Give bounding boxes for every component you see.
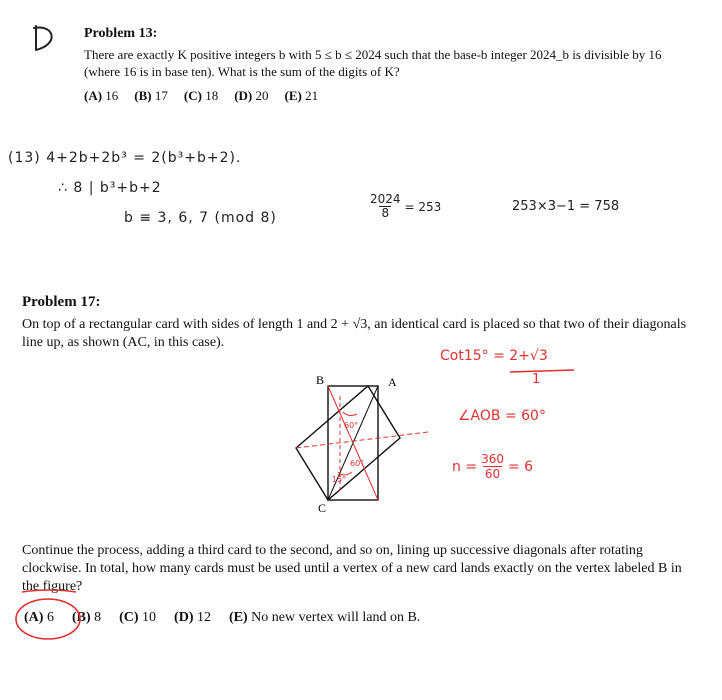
note-13-line2: ∴ 8 | b³+b+2 <box>58 180 162 196</box>
label-c: C <box>318 501 327 512</box>
choice-d[interactable]: (D) 12 <box>174 610 211 625</box>
note-n-calc: n = $\frac{360}{60}$ = 6 <box>452 452 534 481</box>
problem-13-title: Problem 13: <box>84 26 158 41</box>
problem-17-title: Problem 17: <box>22 294 101 310</box>
choice-b[interactable]: (B) 17 <box>134 88 168 103</box>
choice-b[interactable]: (B) 8 <box>71 610 102 625</box>
angle-15: 15° <box>332 475 347 484</box>
hand-d-mark <box>28 22 62 56</box>
choice-d[interactable]: (D) 20 <box>234 88 269 103</box>
note-cot-denominator: 1 <box>532 372 541 387</box>
card-2 <box>296 386 400 500</box>
choice-a[interactable]: (A) 16 <box>84 88 119 103</box>
answer-circle <box>12 594 84 644</box>
problem-17-text: On top of a rectangular card with sides of length 1 and 2 + √3, an identical card is placed so that two of their diagonals line up, as shown (AC, in this case). <box>22 317 687 350</box>
note-angle-aob: ∠AOB = 60° <box>458 408 546 424</box>
note-13-calc: 253×3−1 = 758 <box>512 199 620 214</box>
note-13-fraction: $\frac{2024}{8}$ = 253 <box>370 192 442 220</box>
note-13-line1: (13) 4+2b+2b³ = 2(b³+b+2). <box>8 150 242 166</box>
label-b: B <box>316 373 325 387</box>
problem-17-continuation: Continue the process, adding a third card to the second, and so on, lining up successive diagonals after rotating clockwise. In total, how many cards must be used until a vertex of a new card lands exactly on the vertex labeled B in the figure? <box>22 543 682 594</box>
angle-60-top: 60° <box>344 421 359 430</box>
note-cot15: Cot15° = 2+√3 <box>440 348 548 364</box>
choice-c[interactable]: (C) 10 <box>119 610 157 625</box>
choice-c[interactable]: (C) 18 <box>183 88 219 103</box>
choice-e[interactable]: (E) 21 <box>284 88 319 103</box>
choice-a[interactable]: (A) 6 <box>24 610 54 625</box>
label-a: A <box>388 375 397 389</box>
note-cot-fraction-bar <box>508 368 578 388</box>
problem-13-text: There are exactly K positive integers b with 5 ≤ b ≤ 2024 such that the base-b integer 2024_b is divisible by 16 (where 16 is in base ten). What is the sum of the digits of K? <box>84 47 662 79</box>
problem-13-choices <box>84 88 318 104</box>
angle-60-mid: 60° <box>350 459 365 468</box>
cards-figure <box>288 372 428 512</box>
choice-e[interactable]: (E) No new vertex will land on B. <box>228 610 421 625</box>
note-13-line3: b ≡ 3, 6, 7 (mod 8) <box>124 210 277 226</box>
